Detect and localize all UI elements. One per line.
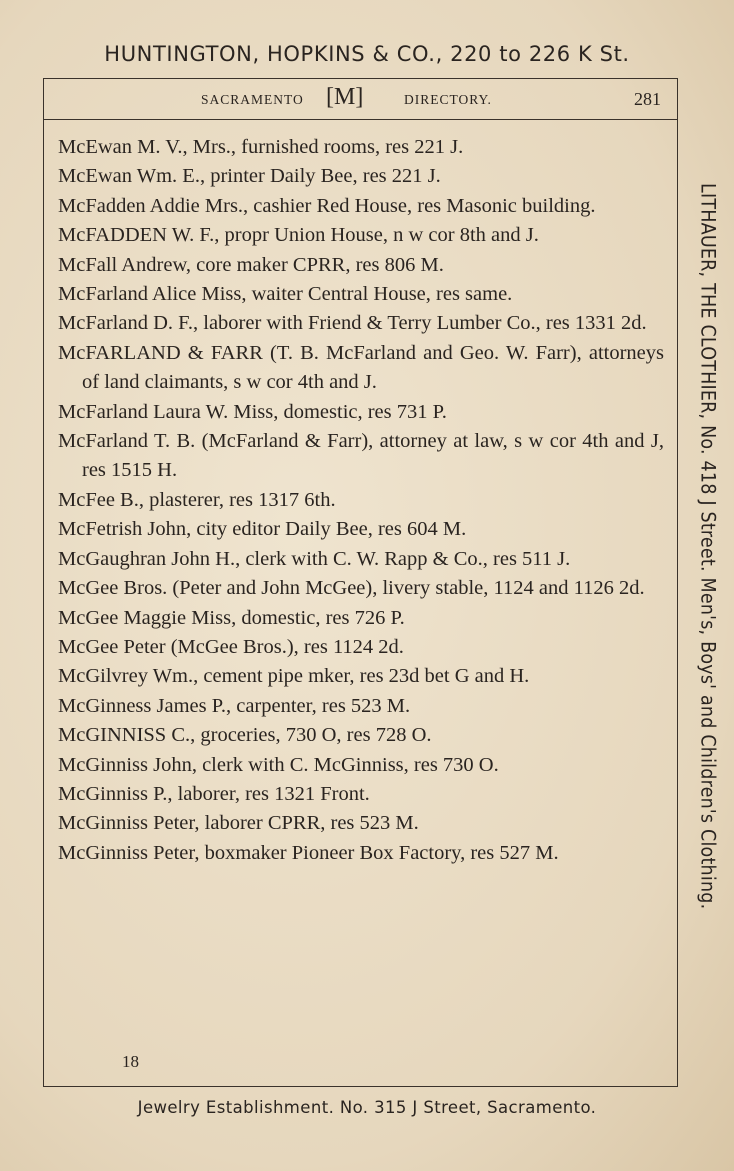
directory-frame (43, 78, 678, 1087)
directory-entry: McFarland Alice Miss, waiter Central House, res same. (58, 283, 513, 306)
directory-entry: McFADDEN W. F., propr Union House, n w cor 8th and J. (58, 224, 539, 247)
directory-entry: McFarland T. B. (McFarland & Farr), attorney at law, s w cor 4th and J, res 1515 H. (58, 430, 664, 482)
directory-entry: McEwan Wm. E., printer Daily Bee, res 221 J. (58, 165, 441, 188)
directory-entry: McGee Maggie Miss, domestic, res 726 P. (58, 606, 405, 629)
directory-entry: McGinniss Peter, laborer CPRR, res 523 M. (58, 812, 419, 835)
directory-entry: McGinniss P., laborer, res 1321 Front. (58, 782, 370, 805)
header-title: DIRECTORY. (404, 92, 492, 107)
side-advertisement-text: LITHAUER, THE CLOTHIER, No. 418 J Street. Men's, Boys' and Children's Clothing. (696, 183, 720, 910)
directory-entry: McGilvrey Wm., cement pipe mker, res 23d bet G and H. (58, 665, 530, 688)
directory-entry: McFee B., plasterer, res 1317 6th. (58, 488, 336, 511)
directory-entry: McFetrish John, city editor Daily Bee, res 604 M. (58, 518, 467, 541)
signature-mark: 18 (122, 1052, 139, 1071)
directory-entry: McGinness James P., carpenter, res 523 M. (58, 694, 411, 717)
top-advertisement: HUNTINGTON, HOPKINS & CO., 220 to 226 K St. (104, 42, 630, 66)
side-advertisement (693, 183, 723, 973)
directory-entry: McFadden Addie Mrs., cashier Red House, res Masonic building. (58, 194, 596, 217)
directory-entry: McEwan M. V., Mrs., furnished rooms, res 221 J. (58, 136, 464, 158)
directory-entry: McFarland D. F., laborer with Friend & Terry Lumber Co., res 1331 2d. (58, 312, 647, 335)
directory-entry: McGee Peter (McGee Bros.), res 1124 2d. (58, 635, 404, 658)
header-city: SACRAMENTO (201, 92, 304, 107)
directory-entry: McGee Bros. (Peter and John McGee), livery stable, 1124 and 1126 2d. (58, 577, 645, 600)
page-number: 281 (634, 89, 661, 109)
directory-entry: McFall Andrew, core maker CPRR, res 806 M. (58, 253, 444, 276)
directory-entry: McGinniss Peter, boxmaker Pioneer Box Factory, res 527 M. (58, 841, 559, 864)
directory-entry: McGinniss John, clerk with C. McGinniss, res 730 O. (58, 753, 499, 776)
running-header (44, 79, 677, 120)
directory-entry: McGaughran John H., clerk with C. W. Rapp & Co., res 511 J. (58, 547, 571, 570)
bottom-advertisement: Jewelry Establishment. No. 315 J Street, Sacramento. (137, 1098, 597, 1117)
directory-entry: McFarland Laura W. Miss, domestic, res 731 P. (58, 400, 447, 423)
header-letter: [M] (326, 84, 364, 110)
directory-entry: McGINNISS C., groceries, 730 O, res 728 O. (58, 724, 432, 747)
directory-entries (58, 133, 664, 868)
directory-entry: McFARLAND & FARR (T. B. McFarland and Geo. W. Farr), attorneys of land claimants, s w cor 4th and J. (58, 341, 664, 394)
